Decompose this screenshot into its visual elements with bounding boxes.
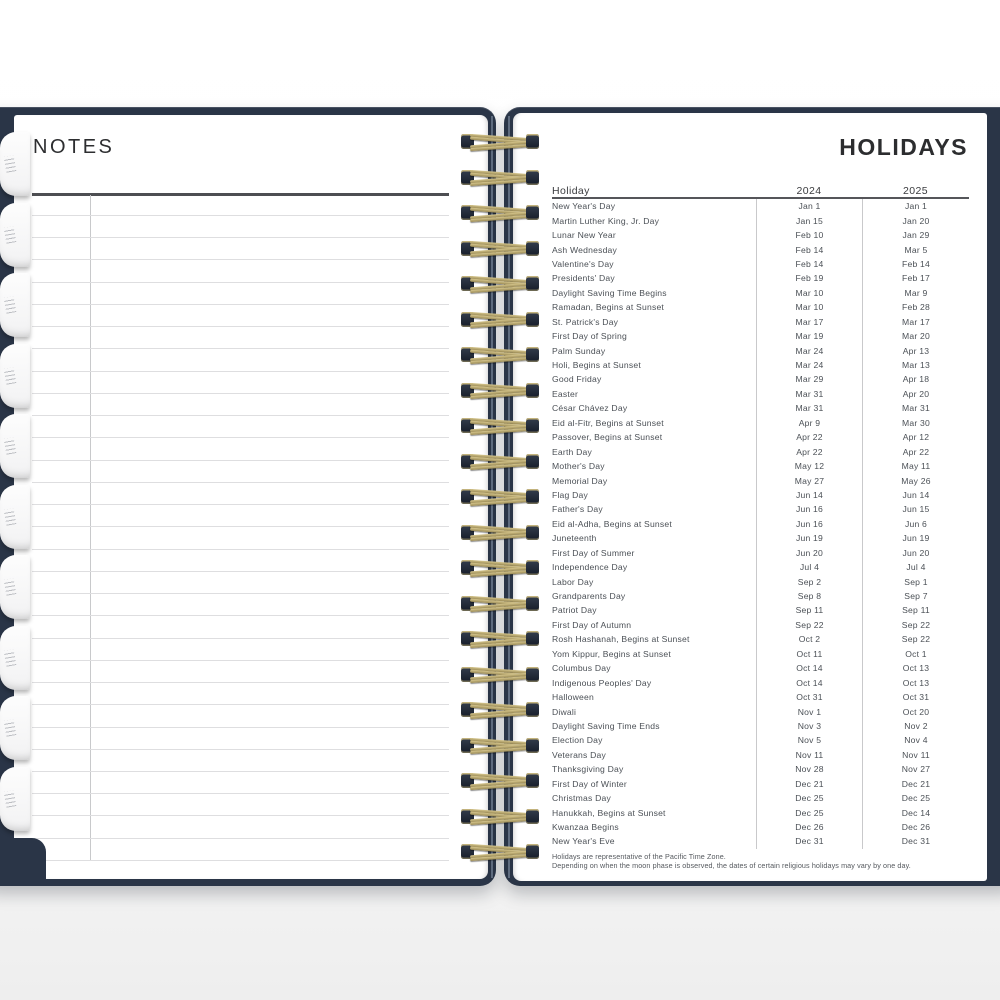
holiday-date-2024: Dec 25 (756, 805, 862, 819)
holiday-date-2024: Apr 22 (756, 444, 862, 458)
holiday-name: Memorial Day (552, 475, 608, 486)
holiday-name: Passover, Begins at Sunset (552, 432, 663, 443)
holiday-date-2025: Dec 14 (862, 805, 969, 819)
binding-coil (461, 205, 539, 221)
holiday-date-2024: Jan 1 (756, 199, 862, 213)
holiday-row (552, 430, 969, 444)
holiday-row (552, 704, 969, 718)
holiday-row (552, 416, 969, 430)
holiday-row (552, 401, 969, 415)
notes-page (14, 115, 488, 879)
holiday-name: First Day of Autumn (552, 619, 632, 630)
holiday-date-2025: Jun 19 (862, 531, 969, 545)
holiday-date-2024: Apr 22 (756, 430, 862, 444)
binding-coil (461, 170, 539, 186)
holiday-date-2025: Apr 20 (862, 387, 969, 401)
holiday-row (552, 502, 969, 516)
holidays-page (513, 113, 987, 881)
holiday-table (552, 178, 969, 871)
coil-anchor-right (526, 844, 539, 859)
notes-ruled-line (32, 393, 449, 394)
notes-ruled-line (32, 215, 449, 216)
footnote-timezone: Holidays are representative of the Pacific Time Zone. (552, 851, 726, 861)
holiday-date-2025: Jan 29 (862, 228, 969, 242)
holiday-row (552, 242, 969, 256)
notes-ruled-line (32, 326, 449, 327)
coil-anchor-right (526, 738, 539, 753)
holiday-row (552, 675, 969, 689)
holiday-row (552, 834, 969, 848)
notes-ruled-line (32, 749, 449, 750)
holiday-date-2024: Nov 3 (756, 719, 862, 733)
holiday-date-2024: Oct 11 (756, 647, 862, 661)
column-header-holiday: Holiday (552, 185, 590, 197)
holiday-date-2024: Jun 16 (756, 517, 862, 531)
holiday-name: Ramadan, Begins at Sunset (552, 302, 665, 313)
holiday-date-2025: Jun 6 (862, 517, 969, 531)
tab-text-mark (4, 226, 17, 243)
notes-ruled-line (32, 371, 449, 372)
holiday-row (552, 271, 969, 285)
holiday-name: Ash Wednesday (552, 244, 618, 255)
holiday-date-2025: Mar 20 (862, 329, 969, 343)
holiday-date-2025: Oct 20 (862, 704, 969, 718)
holiday-date-2024: Jan 15 (756, 213, 862, 227)
holiday-name: Independence Day (552, 562, 628, 573)
month-tab (0, 696, 30, 760)
coil-anchor-right (526, 241, 539, 256)
notes-ruled-line (32, 771, 449, 772)
holiday-name: Good Friday (552, 374, 602, 385)
holiday-date-2024: Mar 24 (756, 358, 862, 372)
holiday-date-2024: Apr 9 (756, 416, 862, 430)
tab-text-mark (4, 296, 17, 313)
binding-coil (461, 241, 539, 257)
holiday-name: Yom Kippur, Begins at Sunset (552, 648, 671, 659)
tab-text-mark (4, 367, 17, 384)
tab-text-mark (4, 649, 17, 666)
coil-anchor-right (526, 702, 539, 717)
holiday-date-2024: Sep 22 (756, 618, 862, 632)
binding-coil (461, 702, 539, 718)
month-tab (0, 767, 30, 831)
holiday-date-2024: Mar 17 (756, 315, 862, 329)
binding-coil (461, 809, 539, 825)
holiday-date-2024: Nov 1 (756, 704, 862, 718)
holiday-date-2024: Feb 19 (756, 271, 862, 285)
holiday-row (552, 358, 969, 372)
holiday-date-2024: Oct 31 (756, 690, 862, 704)
holiday-date-2024: Dec 26 (756, 820, 862, 834)
holiday-row (552, 459, 969, 473)
holiday-date-2025: Jan 20 (862, 213, 969, 227)
holiday-name: Columbus Day (552, 663, 611, 674)
holiday-row (552, 560, 969, 574)
binding-coil (461, 596, 539, 612)
holiday-row (552, 589, 969, 603)
holiday-date-2024: Jun 20 (756, 546, 862, 560)
notes-ruled-line (32, 437, 449, 438)
holiday-date-2024: Feb 14 (756, 257, 862, 271)
holiday-date-2024: Jul 4 (756, 560, 862, 574)
coil-anchor-right (526, 525, 539, 540)
holiday-row (552, 762, 969, 776)
holiday-date-2025: Dec 31 (862, 834, 969, 848)
notes-ruled-line (32, 282, 449, 283)
coil-anchor-right (526, 347, 539, 362)
coil-anchor-right (526, 383, 539, 398)
coil-anchor-right (526, 205, 539, 220)
notes-ruled-line (32, 860, 449, 861)
holiday-row (552, 733, 969, 747)
holiday-name: Kwanzaa Begins (552, 822, 619, 833)
notes-ruled-line (32, 571, 449, 572)
coil-anchor-right (526, 596, 539, 611)
holiday-name: New Year's Eve (552, 836, 615, 847)
holiday-date-2025: Feb 14 (862, 257, 969, 271)
holiday-date-2024: Nov 11 (756, 748, 862, 762)
holiday-name: Grandparents Day (552, 591, 626, 602)
notes-ruled-line (32, 304, 449, 305)
holiday-date-2025: Oct 31 (862, 690, 969, 704)
binding-coil (461, 489, 539, 505)
holiday-date-2025: Dec 21 (862, 777, 969, 791)
holiday-date-2024: Mar 10 (756, 300, 862, 314)
holiday-name: Lunar New Year (552, 230, 616, 241)
coil-anchor-right (526, 454, 539, 469)
holiday-footnotes (552, 852, 969, 871)
notes-page-title: NOTES (33, 136, 115, 158)
holiday-row (552, 603, 969, 617)
binding-coil (461, 844, 539, 860)
month-tab (0, 344, 30, 408)
month-tab (0, 273, 30, 337)
binding-coil (461, 525, 539, 541)
notes-ruled-line (32, 660, 449, 661)
notes-margin-line (90, 195, 91, 861)
month-tab (0, 555, 30, 619)
holiday-date-2025: Sep 11 (862, 603, 969, 617)
holiday-date-2025: Jun 15 (862, 502, 969, 516)
holiday-date-2025: Feb 17 (862, 271, 969, 285)
holiday-name: Election Day (552, 735, 603, 746)
holiday-row (552, 719, 969, 733)
holiday-name: Flag Day (552, 489, 588, 500)
holiday-date-2024: Jun 14 (756, 488, 862, 502)
month-tab (0, 485, 30, 549)
holiday-name: First Day of Spring (552, 331, 627, 342)
binding-coil (461, 667, 539, 683)
holiday-date-2025: Oct 13 (862, 675, 969, 689)
holiday-date-2024: Jun 19 (756, 531, 862, 545)
cover-corner (0, 838, 46, 886)
holiday-name: New Year's Day (552, 201, 616, 212)
holiday-date-2024: Dec 21 (756, 777, 862, 791)
holiday-row (552, 387, 969, 401)
holiday-row (552, 372, 969, 386)
binding-coil (461, 312, 539, 328)
holiday-row (552, 748, 969, 762)
holiday-date-2025: Nov 11 (862, 748, 969, 762)
coil-anchor-right (526, 631, 539, 646)
holiday-name: Diwali (552, 706, 577, 717)
notes-ruled-line (32, 237, 449, 238)
holiday-table-header (552, 178, 969, 199)
binding-coil (461, 383, 539, 399)
binding-coil (461, 418, 539, 434)
holiday-date-2024: Feb 14 (756, 242, 862, 256)
holiday-date-2025: Mar 30 (862, 416, 969, 430)
holiday-row (552, 618, 969, 632)
binding-coil (461, 631, 539, 647)
holiday-name: Palm Sunday (552, 345, 606, 356)
footnote-moon-phase: Depending on when the moon phase is observed, the dates of certain religious holidays may vary by one day. (552, 861, 911, 871)
holiday-row (552, 257, 969, 271)
coil-anchor-right (526, 773, 539, 788)
holiday-date-2024: Oct 2 (756, 632, 862, 646)
month-tab (0, 132, 30, 196)
coil-anchor-right (526, 312, 539, 327)
notes-ruled-line (32, 460, 449, 461)
holiday-row (552, 315, 969, 329)
holiday-date-2025: Nov 4 (862, 733, 969, 747)
coil-anchor-right (526, 809, 539, 824)
holiday-name: Hanukkah, Begins at Sunset (552, 807, 666, 818)
notes-header-rule (32, 193, 449, 196)
holiday-row (552, 444, 969, 458)
holiday-name: Earth Day (552, 446, 593, 457)
holiday-date-2025: Sep 7 (862, 589, 969, 603)
holiday-name: Thanksgiving Day (552, 764, 624, 775)
holiday-row (552, 199, 969, 213)
holiday-date-2024: Nov 28 (756, 762, 862, 776)
holiday-row (552, 690, 969, 704)
holiday-date-2025: Sep 22 (862, 618, 969, 632)
binding-coil (461, 134, 539, 150)
holiday-date-2025: Apr 13 (862, 343, 969, 357)
tab-text-mark (4, 508, 17, 525)
holidays-page-title: HOLIDAYS (839, 134, 968, 160)
holiday-date-2024: Nov 5 (756, 733, 862, 747)
holiday-date-2025: Mar 5 (862, 242, 969, 256)
holiday-date-2025: Apr 22 (862, 444, 969, 458)
holiday-name: Eid al-Adha, Begins at Sunset (552, 518, 672, 529)
holiday-date-2024: Mar 19 (756, 329, 862, 343)
holiday-row (552, 546, 969, 560)
holiday-row (552, 574, 969, 588)
holiday-date-2024: Sep 11 (756, 603, 862, 617)
notes-ruled-line (32, 838, 449, 839)
holiday-date-2024: Oct 14 (756, 675, 862, 689)
holiday-date-2024: Oct 14 (756, 661, 862, 675)
holiday-date-2025: May 26 (862, 473, 969, 487)
binding-coil (461, 276, 539, 292)
holiday-name: Holi, Begins at Sunset (552, 360, 641, 371)
holiday-date-2025: Mar 31 (862, 401, 969, 415)
notes-ruled-line (32, 615, 449, 616)
holiday-row (552, 228, 969, 242)
column-header-2024: 2024 (796, 185, 822, 197)
notes-ruled-line (32, 638, 449, 639)
holiday-date-2024: Mar 31 (756, 387, 862, 401)
holiday-date-2024: Sep 2 (756, 574, 862, 588)
holiday-row (552, 517, 969, 531)
notes-ruled-line (32, 348, 449, 349)
binding-coil (461, 347, 539, 363)
holiday-name: Christmas Day (552, 793, 611, 804)
holiday-name: First Day of Summer (552, 547, 635, 558)
holiday-date-2024: Feb 10 (756, 228, 862, 242)
holiday-name: Presidents' Day (552, 273, 615, 284)
holiday-row (552, 791, 969, 805)
holiday-name: Daylight Saving Time Ends (552, 720, 660, 731)
holiday-name: First Day of Winter (552, 778, 627, 789)
holiday-row (552, 286, 969, 300)
holiday-row (552, 531, 969, 545)
holiday-date-2025: Sep 22 (862, 632, 969, 646)
holiday-name: Father's Day (552, 504, 603, 515)
holiday-date-2024: May 27 (756, 473, 862, 487)
binding-coil (461, 738, 539, 754)
column-header-2025: 2025 (903, 185, 928, 197)
holiday-date-2025: Oct 1 (862, 647, 969, 661)
coil-anchor-right (526, 667, 539, 682)
coil-anchor-right (526, 134, 539, 149)
tab-text-mark (4, 790, 17, 807)
binding-coil (461, 454, 539, 470)
holiday-date-2025: May 11 (862, 459, 969, 473)
month-tab (0, 414, 30, 478)
notes-ruled-line (32, 727, 449, 728)
holiday-name: Halloween (552, 692, 594, 703)
holiday-date-2025: Jan 1 (862, 199, 969, 213)
coil-anchor-right (526, 170, 539, 185)
holiday-date-2024: Sep 8 (756, 589, 862, 603)
holiday-name: Martin Luther King, Jr. Day (552, 215, 660, 226)
holiday-name: Rosh Hashanah, Begins at Sunset (552, 634, 690, 645)
tab-text-mark (4, 719, 17, 736)
tab-text-mark (4, 155, 17, 172)
month-tab (0, 203, 30, 267)
notes-ruled-line (32, 704, 449, 705)
holiday-date-2024: May 12 (756, 459, 862, 473)
holiday-row (552, 632, 969, 646)
month-tab (0, 626, 30, 690)
holiday-name: Juneteenth (552, 533, 597, 544)
binding-coil (461, 773, 539, 789)
coil-anchor-right (526, 489, 539, 504)
holiday-date-2024: Jun 16 (756, 502, 862, 516)
holiday-date-2025: Jul 4 (862, 560, 969, 574)
holiday-name: Veterans Day (552, 749, 606, 760)
holiday-name: Valentine's Day (552, 258, 614, 269)
notes-ruled-line (32, 482, 449, 483)
holiday-date-2025: Sep 1 (862, 574, 969, 588)
holiday-date-2024: Mar 31 (756, 401, 862, 415)
holiday-row (552, 343, 969, 357)
holiday-name: St. Patrick's Day (552, 316, 619, 327)
binding-coil (461, 560, 539, 576)
holiday-date-2024: Mar 10 (756, 286, 862, 300)
holiday-row (552, 213, 969, 227)
holiday-name: Easter (552, 388, 579, 399)
notes-ruled-line (32, 415, 449, 416)
holiday-date-2025: Mar 9 (862, 286, 969, 300)
notes-ruled-line (32, 526, 449, 527)
holiday-date-2025: Dec 26 (862, 820, 969, 834)
holiday-name: Eid al-Fitr, Begins at Sunset (552, 417, 664, 428)
holiday-name: Labor Day (552, 576, 594, 587)
holiday-row (552, 805, 969, 819)
holiday-date-2024: Dec 25 (756, 791, 862, 805)
holiday-date-2024: Dec 31 (756, 834, 862, 848)
holiday-date-2025: Jun 20 (862, 546, 969, 560)
holiday-name: Patriot Day (552, 605, 597, 616)
notes-ruled-line (32, 815, 449, 816)
notes-ruled-line (32, 682, 449, 683)
holiday-date-2025: Dec 25 (862, 791, 969, 805)
holiday-name: César Chávez Day (552, 403, 628, 414)
holiday-row (552, 820, 969, 834)
holiday-date-2025: Nov 27 (862, 762, 969, 776)
holiday-row (552, 473, 969, 487)
holiday-row (552, 777, 969, 791)
coil-anchor-right (526, 418, 539, 433)
holiday-date-2025: Mar 17 (862, 315, 969, 329)
holiday-table-rows (552, 199, 969, 849)
notes-ruled-line (32, 504, 449, 505)
holiday-row (552, 661, 969, 675)
notes-ruled-line (32, 593, 449, 594)
notes-ruled-line (32, 549, 449, 550)
holiday-row (552, 488, 969, 502)
coil-anchor-right (526, 276, 539, 291)
holiday-row (552, 647, 969, 661)
tab-text-mark (4, 437, 17, 454)
tab-text-mark (4, 578, 17, 595)
holiday-name: Indigenous Peoples' Day (552, 677, 652, 688)
holiday-name: Daylight Saving Time Begins (552, 287, 667, 298)
holiday-date-2025: Apr 12 (862, 430, 969, 444)
holiday-date-2025: Oct 13 (862, 661, 969, 675)
notes-ruled-line (32, 793, 449, 794)
holiday-date-2024: Mar 29 (756, 372, 862, 386)
holiday-row (552, 329, 969, 343)
holiday-row (552, 300, 969, 314)
holiday-date-2025: Mar 13 (862, 358, 969, 372)
holiday-date-2025: Feb 28 (862, 300, 969, 314)
coil-anchor-right (526, 560, 539, 575)
holiday-name: Mother's Day (552, 461, 605, 472)
holiday-date-2025: Apr 18 (862, 372, 969, 386)
holiday-date-2025: Nov 2 (862, 719, 969, 733)
holiday-date-2025: Jun 14 (862, 488, 969, 502)
notes-ruled-line (32, 259, 449, 260)
holiday-date-2024: Mar 24 (756, 343, 862, 357)
